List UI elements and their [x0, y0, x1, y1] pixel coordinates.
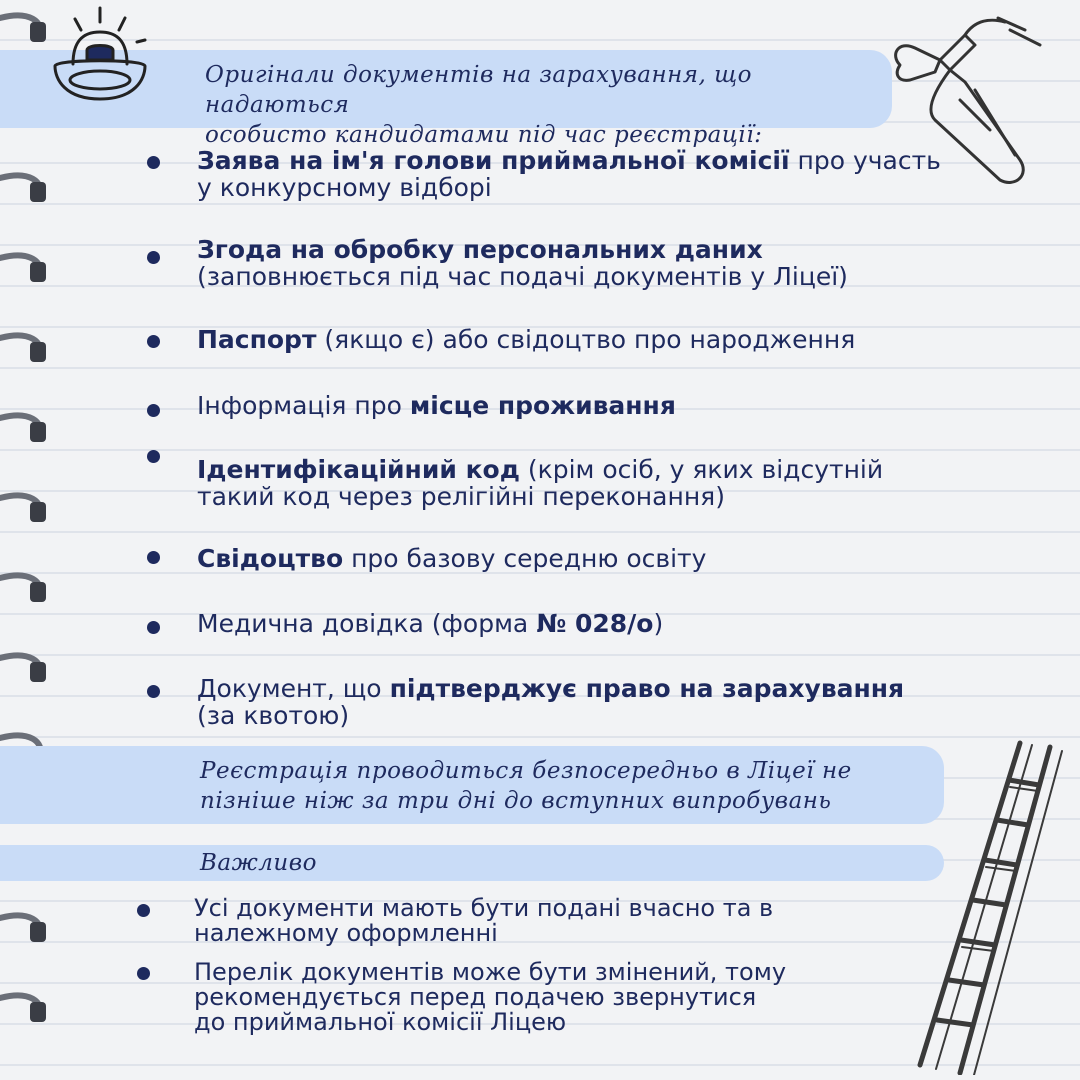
doc-7-bold: № 028/о — [536, 609, 654, 638]
registration-banner — [0, 746, 944, 824]
doc-8-rest: (за квотою) — [197, 701, 350, 730]
doc-3-bold: Паспорт — [197, 325, 317, 354]
important-label: Важливо — [200, 850, 317, 876]
bullet-icon — [147, 335, 160, 348]
doc-6-bold: Свідоцтво — [197, 544, 344, 573]
bullet-icon — [147, 404, 160, 417]
doc-4-pre: Інформація про — [197, 391, 410, 420]
ladder-icon — [900, 735, 1075, 1075]
registration-line-1: Реєстрація проводиться безпосередньо в Ліцеї не — [200, 758, 852, 784]
doc-7-pre: Медична довідка (форма — [197, 609, 537, 638]
doc-6-rest: про базову середню освіту — [343, 544, 707, 573]
registration-line-2: пізніше ніж за три дні до вступних випробувань — [200, 788, 832, 814]
bullet-icon — [147, 450, 160, 463]
bullet-icon — [137, 967, 150, 980]
note-1-line-2: належному оформленні — [194, 919, 498, 947]
doc-1-bold: Заява на ім'я голови приймальної комісії — [197, 146, 790, 175]
bullet-icon — [137, 904, 150, 917]
doc-2-rest: (заповнюється під час подачі документів у Ліцеї) — [197, 262, 848, 291]
note-2-line-2: рекомендується перед подачею звернутися — [194, 983, 757, 1011]
doc-5-bold: Ідентифікаційний код — [197, 455, 520, 484]
doc-1-rest: про участь у конкурсному відборі — [197, 146, 941, 202]
doc-2-bold: Згода на обробку персональних даних — [197, 235, 763, 264]
note-2-line-1: Перелік документів може бути змінений, тому — [194, 958, 787, 986]
note-1-line-1: Усі документи мають бути подані вчасно та в — [194, 894, 774, 922]
bullet-icon — [147, 685, 160, 698]
important-banner — [0, 845, 944, 881]
doc-8-pre: Документ, що — [197, 674, 390, 703]
bullet-icon — [147, 156, 160, 169]
doc-8-bold: підтверджує право на зарахування — [389, 674, 905, 703]
bullet-icon — [147, 251, 160, 264]
doc-5-rest: (крім осіб, у яких відсутній такий код через релігійні переконання) — [197, 455, 884, 511]
header-line-2: особисто кандидатами під час реєстрації: — [205, 122, 763, 148]
siren-icon — [45, 4, 155, 104]
notebook-spiral-icon — [0, 0, 70, 1080]
doc-7-rest: ) — [653, 609, 664, 638]
doc-4-bold: місце проживання — [409, 391, 676, 420]
note-2-line-3: до приймальної комісії Ліцею — [194, 1008, 567, 1036]
header-line-1: Оригінали документів на зарахування, що надаються — [205, 62, 752, 118]
bullet-icon — [147, 621, 160, 634]
bullet-icon — [147, 551, 160, 564]
doc-3-rest: (якщо є) або свідоцтво про народження — [316, 325, 856, 354]
